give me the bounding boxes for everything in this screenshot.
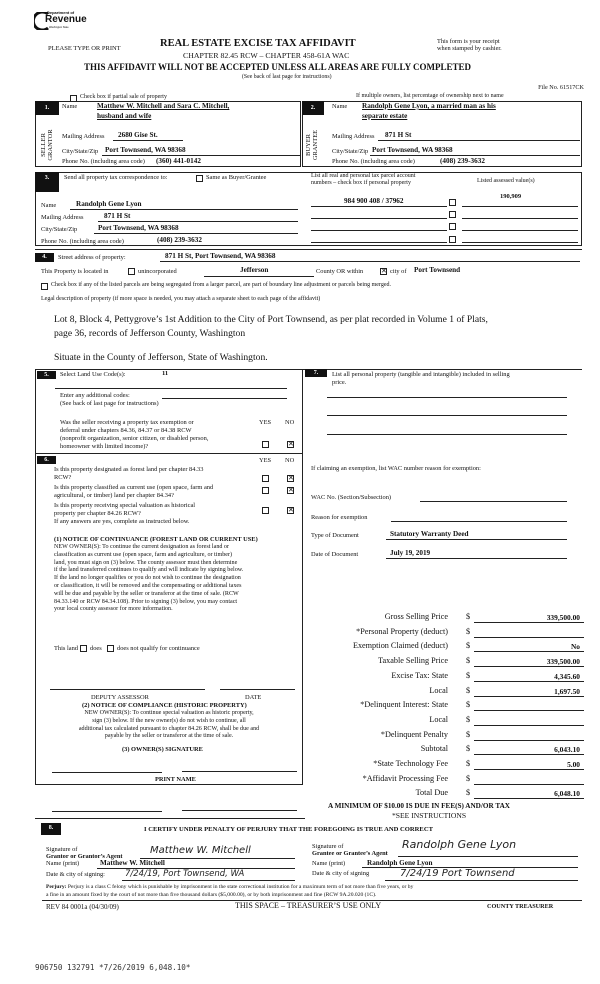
personal-property-line[interactable]	[327, 415, 567, 416]
tax-row-label: Excise Tax: State	[391, 670, 448, 680]
section-number: 6.	[37, 456, 56, 464]
buyer-address-field[interactable]: 871 H St	[385, 131, 412, 139]
tax-row-value[interactable]: 5.00	[567, 760, 580, 769]
perjury-notice: Perjury: Perjury is a class C felony which is punishable by imprisonment in the state correctional institution for a maximum term of not more than five years, or by a fine in an amount fixed by the court of not more than five thousand dollars ($5,000.00), or by both imprisonment and fine (RCW 9A.20.020 (1C).	[46, 884, 414, 898]
historic-no-checkbox[interactable]: ✕	[288, 506, 294, 514]
county-field[interactable]: Jefferson	[240, 266, 269, 274]
currency-sign: $	[466, 685, 471, 695]
label: Name (print)	[46, 860, 80, 867]
send-to-label: Send all property tax correspondence to:	[64, 174, 168, 181]
unincorporated-label: unincorporated	[138, 268, 177, 275]
street-label: Street address of property:	[58, 254, 126, 261]
tax-value-line	[474, 681, 584, 682]
question: RCW?	[54, 474, 72, 481]
question: Is this property designated as forest land per chapter 84.33	[54, 466, 204, 473]
seller-city-field[interactable]: Port Townsend, WA 98368	[105, 146, 186, 154]
minimum-due-note: A MINIMUM OF $10.00 IS DUE IN FEE(S) AND/OR TAX	[328, 802, 510, 810]
forest-yes-checkbox[interactable]	[262, 475, 269, 482]
no-header: NO	[285, 457, 295, 464]
buyer-grantee-label: BUYER GRANTEE	[305, 129, 319, 161]
doc-date-field[interactable]: July 19, 2019	[390, 549, 431, 557]
label: Name	[41, 202, 57, 209]
label: Mailing Address	[41, 214, 84, 221]
personal-property-checkbox[interactable]	[449, 199, 456, 206]
tax-row-value[interactable]: 6,048.10	[554, 789, 580, 799]
currency-sign: $	[466, 626, 471, 636]
personal-property-label: price.	[332, 379, 347, 386]
same-as-buyer-checkbox[interactable]	[196, 175, 203, 182]
label: Mailing Address	[62, 133, 105, 140]
grantee-date-city-field[interactable]: 7/24/19 Port Townsend	[400, 868, 515, 879]
question: (nonprofit organization, senior citizen, or disabled person,	[60, 435, 209, 442]
deputy-assessor-label: DEPUTY ASSESSOR	[91, 694, 149, 701]
currency-sign: $	[466, 759, 471, 768]
reason-label: Reason for exemption	[311, 514, 368, 521]
see-back-note: (See back of last page for instructions)	[242, 74, 332, 80]
legal-description-text: Lot 8, Block 4, Pettygrove’s 1st Addition to the City of Port Townsend, as per plat recorded in Volume 1 of Plats,	[54, 314, 488, 325]
personal-property-checkbox[interactable]	[449, 236, 456, 243]
owner-signature-label: (3) OWNER(S) SIGNATURE	[122, 746, 203, 753]
legal-description-label: Legal description of property (if more space is needed, you may attach a separate sheet to each page of the affidavit)	[41, 296, 321, 302]
currency-sign: $	[466, 729, 471, 739]
buyer-phone-field[interactable]: (408) 239-3632	[440, 157, 485, 165]
tax-value-line	[474, 696, 584, 697]
personal-property-checkbox[interactable]	[449, 223, 456, 230]
currency-sign: $	[466, 670, 471, 680]
date-label: DATE	[245, 694, 262, 701]
tax-row-label: *State Technology Fee	[373, 759, 448, 768]
question: homeowner with limited income)?	[60, 443, 149, 450]
current-use-no-checkbox[interactable]: ✕	[288, 486, 294, 494]
label: Signature of	[312, 843, 344, 850]
seller-grantor-label: SELLER GRANTOR	[40, 129, 54, 161]
unincorporated-checkbox[interactable]	[128, 268, 135, 275]
correspondence-name-field[interactable]: Randolph Gene Lyon	[76, 200, 142, 208]
currency-sign: $	[466, 788, 471, 798]
correspondence-address-field[interactable]: 871 H St	[104, 212, 131, 220]
does-label: does	[90, 645, 102, 652]
currency-sign: $	[466, 773, 471, 783]
form-chapter: CHAPTER 82.45 RCW – CHAPTER 458-61A WAC	[183, 51, 350, 60]
certify-statement: I CERTIFY UNDER PENALTY OF PERJURY THAT THE FOREGOING IS TRUE AND CORRECT	[144, 826, 433, 833]
type-or-print: PLEASE TYPE OR PRINT	[48, 45, 121, 52]
notice-continuance-title: (1) NOTICE OF CONTINUANCE (FOREST LAND OR CURRENT USE)	[54, 536, 258, 543]
see-back-note: (See back of last page for instructions)	[60, 400, 159, 407]
tax-row-label: Gross Selling Price	[384, 612, 448, 621]
section-number: 3.	[35, 172, 59, 192]
tax-value-line	[474, 725, 584, 726]
buyer-city-field[interactable]: Port Townsend, WA 98368	[372, 146, 453, 154]
tax-row-value[interactable]: 339,500.00	[546, 613, 580, 622]
tax-row-label: Subtotal	[420, 744, 448, 754]
label: Name (print)	[312, 860, 346, 867]
tax-value-line	[474, 784, 584, 785]
yes-header: YES	[259, 419, 272, 426]
exemption-yes-checkbox[interactable]	[262, 441, 269, 448]
tax-row-value[interactable]: 4,345.60	[554, 671, 580, 681]
tax-row-value[interactable]: 1,697.50	[554, 686, 580, 696]
label: Date & city of signing:	[46, 871, 105, 878]
tax-row-value[interactable]: No	[570, 642, 580, 652]
same-as-buyer-label: Same as Buyer/Grantee	[206, 174, 267, 181]
section-number: 1.	[35, 101, 59, 115]
question: Is this property receiving special valuation as historical	[54, 502, 196, 509]
tax-value-line	[474, 710, 584, 711]
label: Phone No. (including area code)	[41, 238, 124, 245]
label: City/State/Zip	[41, 226, 78, 233]
correspondence-city-field[interactable]: Port Townsend, WA 98368	[98, 224, 179, 232]
tax-value-line	[474, 754, 584, 755]
grantee-signature[interactable]: Randolph Gene Lyon	[402, 838, 517, 851]
seller-name-field[interactable]: Matthew W. Mitchell and Sara C. Mitchell,	[97, 102, 230, 110]
segregated-label: Check box if any of the listed parcels are being segregated from a larger parcel, are part of boundary line adjustment or parcels being merged.	[51, 282, 391, 288]
label: Grantor or Grantor’s Agent	[46, 853, 123, 860]
section-number: 8.	[41, 823, 61, 835]
located-in-label: This Property is located in	[41, 268, 109, 275]
question: deferral under chapters 84.36, 84.37 or 84.38 RCW	[60, 427, 192, 434]
treasurer-use-label: THIS SPACE – TREASURER’S USE ONLY	[235, 901, 382, 910]
instruction: If any answers are yes, complete as instructed below.	[54, 518, 190, 525]
section-number: 4.	[35, 253, 54, 262]
grantee-name-field[interactable]: Randolph Gene Lyon	[367, 859, 433, 867]
dor-logo	[34, 10, 87, 38]
tax-value-line	[474, 651, 584, 652]
historic-yes-checkbox[interactable]	[262, 507, 269, 514]
exemption-no-checkbox[interactable]: ✕	[288, 440, 294, 448]
land-use-code-field[interactable]: 11	[162, 370, 169, 377]
doc-type-field[interactable]: Statutory Warranty Deed	[390, 530, 469, 538]
tax-row-label: Exemption Claimed (deduct)	[352, 641, 448, 651]
currency-sign: $	[466, 641, 471, 651]
receipt-stamp: 906750 132791 *7/26/2019 6,048.10*	[35, 963, 191, 972]
tax-value-line	[474, 666, 584, 667]
does-not-label: does not qualify for continuance	[117, 645, 200, 652]
this-land-label: This land	[54, 645, 78, 652]
notice-compliance-text: NEW OWNER(S): To continue special valuation as historic property, sign (3) below. If the new owner(s) do not wish to continue, all additional tax calculated pursuant to chapter 84.26 RCW, shall be due and payable by the seller or transferor at the time of sale.	[78, 710, 260, 740]
tax-value-line	[474, 637, 584, 638]
tax-value-line	[474, 798, 584, 799]
parcel-header: List all real and personal tax parcel account	[311, 173, 416, 179]
grantor-name-field[interactable]: Matthew W. Mitchell	[100, 859, 165, 867]
question: agricultural, or timber) land per chapter 84.34?	[54, 492, 174, 499]
tax-row-label: Local	[429, 714, 448, 724]
section-number: 5.	[37, 371, 56, 379]
section-number: 2.	[302, 101, 324, 115]
currency-sign: $	[466, 612, 471, 621]
assessed-header: Listed assessed value(s)	[477, 178, 535, 184]
tax-row-label: *Affidavit Processing Fee	[362, 773, 448, 783]
parcel-header: numbers – check box if personal property	[311, 180, 411, 186]
notice-continuance-text: NEW OWNER(S): To continue the current designation as forest land or classification as current use (open space, farm and agriculture, or timber) land, you must sign on (3) below. The county assessor must then determine if the land transferred continues to qualify and will indicate by signing below. If the land no longer qualifies or you do not wish to continue the designation or classification, it will be removed and the compensating or additional taxes will be due and payable by the seller or transferor at the time of sale. (RCW 84.33.140 or RCW 84.34.108). Prior to signing (3) below, you may contact your local county assessor for more information.	[54, 544, 244, 613]
wac-field[interactable]	[420, 501, 567, 502]
label: Name	[62, 103, 78, 110]
wac-label: WAC No. (Section/Subsection)	[311, 494, 392, 501]
grantor-date-city-field[interactable]: 7/24/19, Port Townsend, WA	[125, 869, 245, 879]
current-use-yes-checkbox[interactable]	[262, 487, 269, 494]
personal-property-line[interactable]	[327, 434, 567, 435]
print-name-label: PRINT NAME	[155, 776, 196, 783]
label: Date & city of signing	[312, 870, 370, 877]
legal-description-text: page 36, records of Jefferson County, Washington	[54, 328, 246, 339]
personal-property-line[interactable]	[327, 397, 567, 398]
multiple-owners-note: If multiple owners, list percentage of ownership next to name	[356, 93, 504, 99]
correspondence-phone-field[interactable]: (408) 239-3632	[157, 236, 202, 244]
currency-sign: $	[466, 714, 471, 724]
file-number: File No. 61517CK	[538, 84, 584, 91]
partial-sale-label: Check box if partial sale of property	[80, 94, 167, 100]
label: Phone No. (including area code)	[62, 158, 145, 165]
notice-compliance-title: (2) NOTICE OF COMPLIANCE (HISTORIC PROPERTY)	[82, 702, 247, 709]
form-revision: REV 84 0001a (04/30/09)	[46, 903, 119, 911]
does-not-qualify-checkbox[interactable]	[107, 645, 114, 652]
label: Name	[332, 103, 348, 110]
additional-codes-label: Enter any additional codes:	[60, 392, 130, 399]
buyer-name-field[interactable]: Randolph Gene Lyon, a married man as his	[362, 102, 496, 110]
parcel-number-field[interactable]: 984 900 408 / 37962	[344, 197, 404, 205]
county-or-label: County OR within	[316, 268, 364, 275]
tax-row-label: *Delinquent Interest: State	[360, 700, 448, 710]
tax-row-label: Local	[429, 685, 448, 695]
logo-name-text: Revenue	[45, 14, 87, 25]
tax-value-line	[474, 622, 584, 623]
segregated-checkbox[interactable]	[41, 283, 48, 290]
logo-state-text: Washington State	[49, 26, 69, 29]
seller-name-field[interactable]: husband and wife	[97, 112, 152, 120]
seller-address-field[interactable]: 2680 Gise St.	[118, 131, 158, 139]
label: Grantee or Grantee’s Agent	[312, 850, 388, 857]
tax-row-label: Taxable Selling Price	[378, 656, 448, 666]
doc-date-label: Date of Document	[311, 551, 359, 558]
section-number: 7.	[305, 369, 327, 377]
question: Is this property classified as current use (open space, farm and	[54, 484, 214, 491]
logo-dept-text: Department of	[47, 10, 75, 15]
land-use-label: Select Land Use Code(s):	[60, 371, 126, 378]
tax-row-value[interactable]: 6,043.10	[554, 745, 580, 755]
form-title: REAL ESTATE EXCISE TAX AFFIDAVIT	[160, 38, 356, 49]
warning-text: THIS AFFIDAVIT WILL NOT BE ACCEPTED UNLESS ALL AREAS ARE FULLY COMPLETED	[84, 62, 472, 72]
question: property per chapter 84.26 RCW?	[54, 510, 141, 517]
assessed-value-field[interactable]: 190,909	[500, 193, 522, 200]
receipt-note: when stamped by cashier.	[437, 45, 502, 52]
city-of-label: city of	[390, 268, 407, 275]
receipt-note: This form is your receipt	[437, 38, 500, 45]
yes-header: YES	[259, 457, 272, 464]
label: City/State/Zip	[332, 148, 369, 155]
label: City/State/Zip	[62, 148, 99, 155]
does-qualify-checkbox[interactable]	[80, 645, 87, 652]
label: Signature of	[46, 846, 78, 853]
no-header: NO	[285, 419, 295, 426]
currency-sign: $	[466, 656, 471, 666]
see-instructions-note: *SEE INSTRUCTIONS	[392, 811, 467, 820]
label: Phone No. (including area code)	[332, 158, 415, 165]
reason-field[interactable]	[391, 521, 567, 522]
currency-sign: $	[466, 744, 471, 754]
currency-sign: $	[466, 700, 471, 710]
doc-type-label: Type of Document	[311, 532, 359, 539]
grantor-signature[interactable]: Matthew W. Mitchell	[150, 845, 251, 856]
tax-value-line	[474, 769, 584, 770]
tax-value-line	[474, 740, 584, 741]
exemption-label: If claiming an exemption, list WAC number reason for exemption:	[311, 465, 481, 472]
county-treasurer-label: COUNTY TREASURER	[487, 903, 554, 910]
legal-description-text: Situate in the County of Jefferson, State of Washington.	[54, 352, 268, 363]
personal-property-checkbox[interactable]	[449, 211, 456, 218]
city-field[interactable]: Port Townsend	[414, 266, 461, 274]
within-city-checkbox[interactable]: ✕	[381, 267, 387, 275]
question: Was the seller receiving a property tax exemption or	[60, 419, 194, 426]
forest-no-checkbox[interactable]: ✕	[288, 474, 294, 482]
seller-phone-field[interactable]: (360) 441-0142	[156, 157, 201, 165]
tax-row-label: *Personal Property (deduct)	[356, 626, 448, 636]
tax-row-label: *Delinquent Penalty	[380, 729, 448, 739]
tax-row-label: Total Due	[415, 788, 448, 798]
buyer-name-field[interactable]: separate estate	[362, 112, 408, 120]
street-address-field[interactable]: 871 H St, Port Townsend, WA 98368	[165, 252, 276, 260]
personal-property-label: List all personal property (tangible and intangible) included in selling	[332, 371, 510, 378]
tax-row-value[interactable]: 339,500.00	[546, 657, 580, 667]
label: Mailing Address	[332, 133, 375, 140]
